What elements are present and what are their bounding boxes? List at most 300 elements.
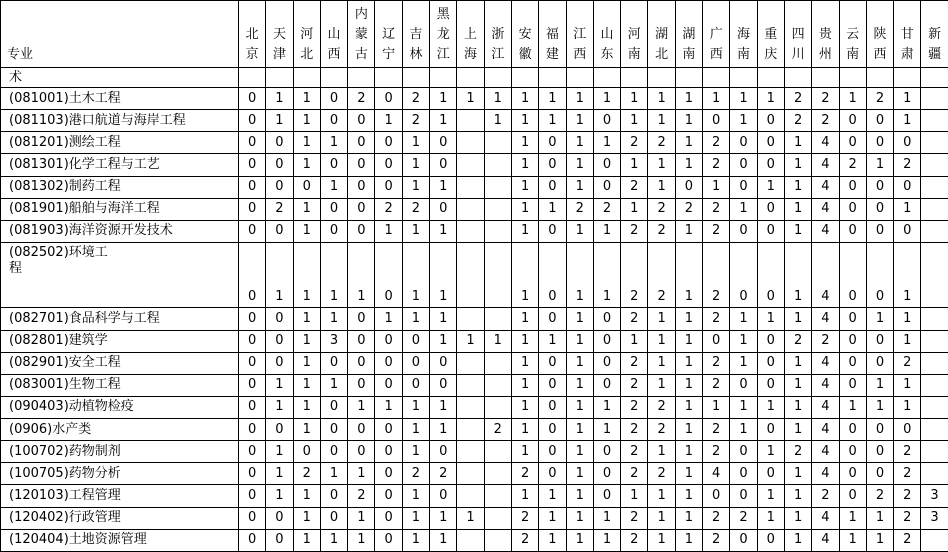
count-cell: 2 xyxy=(894,441,921,463)
count-cell: 1 xyxy=(511,88,538,110)
count-cell: 1 xyxy=(675,132,702,154)
count-cell: 1 xyxy=(566,507,593,529)
count-cell: 0 xyxy=(375,419,402,441)
count-cell: 1 xyxy=(648,88,675,110)
count-cell: 1 xyxy=(866,529,893,551)
count-cell: 2 xyxy=(621,507,648,529)
count-cell: 0 xyxy=(593,110,620,132)
count-cell: 0 xyxy=(375,330,402,352)
count-cell xyxy=(484,441,511,463)
province-label: 新 疆 xyxy=(928,27,942,62)
count-cell: 2 xyxy=(784,110,811,132)
count-cell: 0 xyxy=(839,463,866,485)
count-cell: 2 xyxy=(812,330,839,352)
table-row xyxy=(1,308,948,330)
count-cell: 1 xyxy=(320,176,347,198)
count-cell: 1 xyxy=(894,308,921,330)
count-cell: 2 xyxy=(621,463,648,485)
count-cell: 0 xyxy=(539,242,566,307)
major-name-cell: (083001)生物工程 xyxy=(1,374,239,396)
count-cell: 1 xyxy=(566,176,593,198)
count-cell: 0 xyxy=(239,507,266,529)
count-cell xyxy=(484,485,511,507)
count-cell: 2 xyxy=(621,176,648,198)
empty-cell xyxy=(375,68,402,88)
count-cell: 2 xyxy=(511,529,538,551)
major-name-cell: (081901)船舶与海洋工程 xyxy=(1,198,239,220)
count-cell xyxy=(484,374,511,396)
count-cell: 1 xyxy=(293,396,320,418)
province-label: 江 西 xyxy=(573,27,587,62)
count-cell: 1 xyxy=(539,110,566,132)
count-cell: 1 xyxy=(894,110,921,132)
count-cell: 1 xyxy=(621,88,648,110)
table-row xyxy=(1,419,948,441)
count-cell: 4 xyxy=(812,396,839,418)
province-header xyxy=(375,1,402,68)
table-row xyxy=(1,507,948,529)
count-cell xyxy=(484,308,511,330)
count-cell: 0 xyxy=(730,485,757,507)
count-cell: 2 xyxy=(784,330,811,352)
count-cell: 0 xyxy=(239,485,266,507)
count-cell: 4 xyxy=(812,132,839,154)
count-cell: 1 xyxy=(539,529,566,551)
count-cell: 1 xyxy=(593,396,620,418)
count-cell: 0 xyxy=(239,88,266,110)
province-label: 河 北 xyxy=(300,27,314,62)
province-label: 辽 宁 xyxy=(382,27,396,62)
count-cell: 0 xyxy=(320,220,347,242)
count-cell: 2 xyxy=(621,441,648,463)
count-cell: 0 xyxy=(375,154,402,176)
count-cell xyxy=(921,242,948,307)
province-header xyxy=(703,1,730,68)
empty-cell xyxy=(839,68,866,88)
count-cell: 2 xyxy=(675,198,702,220)
count-cell: 0 xyxy=(839,176,866,198)
count-cell: 1 xyxy=(348,507,375,529)
count-cell xyxy=(921,330,948,352)
count-cell xyxy=(921,419,948,441)
count-cell: 0 xyxy=(266,132,293,154)
count-cell: 1 xyxy=(675,242,702,307)
count-cell: 1 xyxy=(266,396,293,418)
count-cell: 1 xyxy=(320,463,347,485)
count-cell: 0 xyxy=(539,374,566,396)
count-cell: 1 xyxy=(866,374,893,396)
count-cell: 2 xyxy=(402,198,429,220)
count-cell: 1 xyxy=(430,242,457,307)
count-cell: 0 xyxy=(839,330,866,352)
count-cell: 1 xyxy=(784,176,811,198)
count-cell: 1 xyxy=(839,396,866,418)
table-row xyxy=(1,441,948,463)
count-cell: 1 xyxy=(730,330,757,352)
count-cell xyxy=(484,529,511,551)
province-header xyxy=(593,1,620,68)
count-cell: 1 xyxy=(566,352,593,374)
count-cell: 2 xyxy=(648,419,675,441)
count-cell: 0 xyxy=(757,220,784,242)
count-cell: 0 xyxy=(730,242,757,307)
count-cell: 0 xyxy=(239,529,266,551)
count-cell: 1 xyxy=(566,330,593,352)
count-cell: 1 xyxy=(348,463,375,485)
count-cell: 1 xyxy=(402,132,429,154)
count-cell: 2 xyxy=(812,88,839,110)
count-cell: 1 xyxy=(266,485,293,507)
count-cell: 1 xyxy=(566,308,593,330)
count-cell: 0 xyxy=(239,330,266,352)
count-cell: 1 xyxy=(866,308,893,330)
count-cell: 0 xyxy=(320,154,347,176)
count-cell: 1 xyxy=(484,110,511,132)
empty-cell xyxy=(894,68,921,88)
count-cell: 0 xyxy=(839,441,866,463)
count-cell: 2 xyxy=(402,88,429,110)
count-cell: 2 xyxy=(703,374,730,396)
count-cell: 4 xyxy=(812,308,839,330)
count-cell: 0 xyxy=(757,529,784,551)
province-label: 贵 州 xyxy=(818,27,832,62)
count-cell: 0 xyxy=(239,308,266,330)
count-cell: 0 xyxy=(430,198,457,220)
empty-cell xyxy=(402,68,429,88)
count-cell: 0 xyxy=(866,198,893,220)
count-cell: 0 xyxy=(375,374,402,396)
count-cell: 2 xyxy=(866,485,893,507)
count-cell: 4 xyxy=(812,220,839,242)
count-cell: 1 xyxy=(730,352,757,374)
major-name-cell: (082901)安全工程 xyxy=(1,352,239,374)
count-cell: 2 xyxy=(703,132,730,154)
count-cell xyxy=(457,220,484,242)
count-cell: 1 xyxy=(511,220,538,242)
empty-cell xyxy=(484,68,511,88)
count-cell: 0 xyxy=(839,308,866,330)
count-cell: 0 xyxy=(320,198,347,220)
empty-cell xyxy=(266,68,293,88)
count-cell xyxy=(457,374,484,396)
count-cell: 1 xyxy=(675,308,702,330)
count-cell: 4 xyxy=(812,242,839,307)
major-name-cell: (081201)测绘工程 xyxy=(1,132,239,154)
count-cell: 0 xyxy=(757,132,784,154)
empty-cell xyxy=(730,68,757,88)
province-label: 云 南 xyxy=(846,27,860,62)
count-cell: 1 xyxy=(593,507,620,529)
count-cell xyxy=(921,529,948,551)
count-cell: 0 xyxy=(866,419,893,441)
count-cell: 0 xyxy=(375,242,402,307)
count-cell: 0 xyxy=(348,198,375,220)
count-cell: 2 xyxy=(784,441,811,463)
count-cell: 1 xyxy=(266,441,293,463)
count-cell: 1 xyxy=(511,154,538,176)
count-cell: 2 xyxy=(894,154,921,176)
province-label: 广 西 xyxy=(709,27,723,62)
count-cell xyxy=(484,352,511,374)
count-cell: 1 xyxy=(293,507,320,529)
count-cell: 0 xyxy=(730,529,757,551)
province-header xyxy=(566,1,593,68)
count-cell: 1 xyxy=(894,374,921,396)
count-cell xyxy=(457,308,484,330)
count-cell: 2 xyxy=(511,463,538,485)
count-cell: 0 xyxy=(757,330,784,352)
count-cell: 1 xyxy=(784,396,811,418)
count-cell: 1 xyxy=(566,419,593,441)
count-cell: 0 xyxy=(539,154,566,176)
count-cell: 0 xyxy=(348,330,375,352)
count-cell: 0 xyxy=(239,154,266,176)
count-cell: 2 xyxy=(703,154,730,176)
count-cell: 2 xyxy=(375,198,402,220)
count-cell: 1 xyxy=(511,242,538,307)
count-cell: 0 xyxy=(539,220,566,242)
count-cell: 1 xyxy=(293,374,320,396)
table-row xyxy=(1,176,948,198)
table-row xyxy=(1,463,948,485)
count-cell: 2 xyxy=(703,198,730,220)
count-cell: 0 xyxy=(593,485,620,507)
count-cell: 2 xyxy=(430,463,457,485)
count-cell: 1 xyxy=(375,396,402,418)
count-cell: 1 xyxy=(675,220,702,242)
count-cell: 2 xyxy=(402,463,429,485)
count-cell: 1 xyxy=(675,463,702,485)
count-cell: 1 xyxy=(402,396,429,418)
count-cell: 1 xyxy=(675,154,702,176)
count-cell: 1 xyxy=(648,154,675,176)
count-cell: 0 xyxy=(839,419,866,441)
count-cell: 1 xyxy=(539,485,566,507)
count-cell: 0 xyxy=(348,374,375,396)
count-cell: 1 xyxy=(430,507,457,529)
count-cell: 1 xyxy=(539,507,566,529)
count-cell: 0 xyxy=(866,352,893,374)
count-cell xyxy=(921,441,948,463)
count-cell: 1 xyxy=(784,198,811,220)
count-cell: 0 xyxy=(430,132,457,154)
count-cell: 1 xyxy=(839,88,866,110)
count-cell: 0 xyxy=(730,463,757,485)
count-cell: 0 xyxy=(593,352,620,374)
count-cell: 0 xyxy=(539,396,566,418)
count-cell: 0 xyxy=(239,441,266,463)
major-name-cell: (0906)水产类 xyxy=(1,419,239,441)
count-cell: 0 xyxy=(266,220,293,242)
count-cell: 2 xyxy=(621,374,648,396)
province-label: 吉 林 xyxy=(409,27,423,62)
count-cell: 1 xyxy=(402,485,429,507)
count-cell: 0 xyxy=(348,441,375,463)
province-header xyxy=(839,1,866,68)
count-cell: 2 xyxy=(784,88,811,110)
count-cell: 2 xyxy=(511,507,538,529)
count-cell: 1 xyxy=(511,330,538,352)
count-cell: 2 xyxy=(894,463,921,485)
count-cell: 0 xyxy=(839,485,866,507)
count-cell xyxy=(484,132,511,154)
empty-cell xyxy=(348,68,375,88)
count-cell xyxy=(457,419,484,441)
count-cell: 4 xyxy=(812,154,839,176)
table-row xyxy=(1,198,948,220)
empty-cell xyxy=(812,68,839,88)
count-cell xyxy=(921,176,948,198)
major-name-cell: (100705)药物分析 xyxy=(1,463,239,485)
count-cell: 1 xyxy=(730,88,757,110)
count-cell: 0 xyxy=(348,308,375,330)
count-cell: 0 xyxy=(239,220,266,242)
count-cell: 1 xyxy=(593,529,620,551)
province-header xyxy=(621,1,648,68)
count-cell: 1 xyxy=(266,110,293,132)
count-cell: 0 xyxy=(730,154,757,176)
count-cell: 0 xyxy=(320,110,347,132)
count-cell: 4 xyxy=(812,507,839,529)
count-cell: 1 xyxy=(402,176,429,198)
count-cell: 0 xyxy=(839,220,866,242)
count-cell: 0 xyxy=(430,352,457,374)
count-cell xyxy=(921,352,948,374)
count-cell: 2 xyxy=(812,485,839,507)
table-row xyxy=(1,220,948,242)
count-cell xyxy=(457,463,484,485)
count-cell: 1 xyxy=(648,308,675,330)
count-cell xyxy=(921,198,948,220)
count-cell: 0 xyxy=(593,308,620,330)
count-cell: 1 xyxy=(566,374,593,396)
count-cell: 0 xyxy=(593,176,620,198)
count-cell: 0 xyxy=(730,441,757,463)
province-label: 陕 西 xyxy=(873,27,887,62)
count-cell: 1 xyxy=(293,529,320,551)
count-cell: 0 xyxy=(894,419,921,441)
count-cell: 0 xyxy=(348,110,375,132)
count-cell: 4 xyxy=(812,198,839,220)
province-label: 甘 肃 xyxy=(900,27,914,62)
table-row xyxy=(1,242,948,307)
count-cell: 0 xyxy=(703,485,730,507)
count-cell: 2 xyxy=(293,463,320,485)
count-cell: 2 xyxy=(648,463,675,485)
count-cell: 0 xyxy=(839,110,866,132)
header-row xyxy=(1,1,948,68)
count-cell: 1 xyxy=(375,220,402,242)
major-name-cell: (081103)港口航道与海岸工程 xyxy=(1,110,239,132)
count-cell: 0 xyxy=(375,176,402,198)
count-cell: 0 xyxy=(402,352,429,374)
count-cell xyxy=(457,396,484,418)
count-cell: 1 xyxy=(648,176,675,198)
table-row xyxy=(1,529,948,551)
count-cell: 1 xyxy=(402,419,429,441)
count-cell: 0 xyxy=(539,463,566,485)
province-header xyxy=(239,1,266,68)
count-cell: 2 xyxy=(866,88,893,110)
major-name-cell: (120404)土地资源管理 xyxy=(1,529,239,551)
count-cell: 0 xyxy=(866,242,893,307)
count-cell: 1 xyxy=(511,396,538,418)
count-cell: 0 xyxy=(348,220,375,242)
count-cell: 1 xyxy=(648,485,675,507)
count-cell xyxy=(457,529,484,551)
count-cell: 1 xyxy=(593,88,620,110)
count-cell: 1 xyxy=(839,507,866,529)
count-cell: 1 xyxy=(511,374,538,396)
count-cell: 1 xyxy=(511,198,538,220)
count-cell: 0 xyxy=(757,352,784,374)
count-cell: 1 xyxy=(648,529,675,551)
major-name-cell: (082502)环境工 程 xyxy=(1,242,239,307)
count-cell: 0 xyxy=(430,374,457,396)
count-cell: 0 xyxy=(675,176,702,198)
count-cell: 4 xyxy=(812,441,839,463)
count-cell xyxy=(921,154,948,176)
count-cell: 0 xyxy=(757,419,784,441)
count-cell: 1 xyxy=(621,154,648,176)
count-cell: 0 xyxy=(430,485,457,507)
count-cell: 0 xyxy=(866,176,893,198)
count-cell: 0 xyxy=(348,154,375,176)
count-cell: 0 xyxy=(320,485,347,507)
empty-cell xyxy=(621,68,648,88)
count-cell: 1 xyxy=(648,441,675,463)
count-cell: 1 xyxy=(675,374,702,396)
count-cell: 0 xyxy=(375,529,402,551)
count-cell xyxy=(921,396,948,418)
count-cell: 0 xyxy=(539,419,566,441)
count-cell: 0 xyxy=(375,463,402,485)
count-cell: 1 xyxy=(402,154,429,176)
count-cell: 0 xyxy=(239,463,266,485)
count-cell: 1 xyxy=(402,220,429,242)
count-cell: 1 xyxy=(839,529,866,551)
count-cell: 4 xyxy=(812,529,839,551)
count-cell: 1 xyxy=(348,529,375,551)
count-cell: 1 xyxy=(648,352,675,374)
count-cell: 0 xyxy=(320,441,347,463)
count-cell: 1 xyxy=(566,441,593,463)
province-header xyxy=(293,1,320,68)
count-cell: 2 xyxy=(730,507,757,529)
count-cell: 0 xyxy=(730,132,757,154)
count-cell: 1 xyxy=(894,242,921,307)
count-cell: 0 xyxy=(239,198,266,220)
count-cell: 0 xyxy=(839,132,866,154)
count-cell xyxy=(921,88,948,110)
count-cell: 0 xyxy=(593,463,620,485)
count-cell: 1 xyxy=(539,88,566,110)
count-cell: 1 xyxy=(566,88,593,110)
count-cell: 1 xyxy=(784,132,811,154)
count-cell: 0 xyxy=(266,507,293,529)
count-cell: 0 xyxy=(430,154,457,176)
count-cell: 1 xyxy=(784,507,811,529)
count-cell xyxy=(457,198,484,220)
count-cell: 1 xyxy=(784,220,811,242)
empty-cell xyxy=(457,68,484,88)
table-row xyxy=(1,110,948,132)
count-cell: 1 xyxy=(511,441,538,463)
count-cell: 0 xyxy=(293,441,320,463)
count-cell: 0 xyxy=(348,352,375,374)
count-cell: 1 xyxy=(593,132,620,154)
province-label: 重 庆 xyxy=(764,27,778,62)
